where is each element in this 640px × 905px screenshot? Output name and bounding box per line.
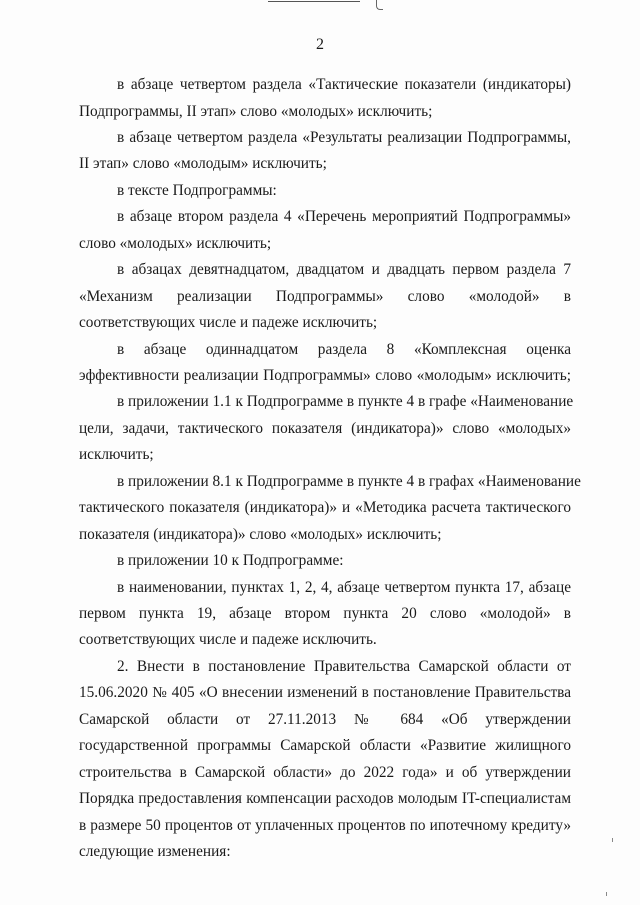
text-line: в тексте Подпрограммы: [117,181,277,199]
text-line: в приложении 1.1 к Подпрограмме в пункте 4 в графе «Наименование [117,393,574,411]
text-line: исключить; [79,446,154,464]
text-line: в абзаце четвертом раздела «Тактические показатели (индикаторы) [117,76,571,93]
text-line: Подпрограммы, II этап» слово «молодых» исключить; [79,102,433,120]
text-line: в абзаце одиннадцатом раздела 8 «Комплексная оценка [117,340,571,358]
text-line: в абзаце четвертом раздела «Результаты реализации Подпрограммы, [117,128,571,146]
text-line: в абзацах девятнадцатом, двадцатом и двадцать первом раздела 7 [117,261,571,279]
text-line: эффективности реализации Подпрограммы» слово «молодым» исключить; [79,366,571,384]
text-line: в абзаце втором раздела 4 «Перечень мероприятий Подпрограммы» [117,208,571,226]
text-line: Самарской области от 27.11.2013 № 684 «Об утверждении [79,710,571,728]
text-line: в приложении 8.1 к Подпрограмме в пункте 4 в графах «Наименование [117,472,581,490]
scan-artifact-line [268,1,360,2]
text-line: Порядка предоставления компенсации расходов молодым IT-специалистам [79,790,571,808]
text-line: в наименовании, пунктах 1, 2, 4, абзаце четвертом пункта 17, абзаце [117,578,571,596]
text-line: II этап» слово «молодым» исключить; [79,155,327,173]
text-line: в размере 50 процентов от уплаченных процентов по ипотечному кредиту» [79,816,571,834]
text-line: соответствующих числе и падеже исключить; [79,314,378,331]
text-line: 2. Внести в постановление Правительства Самарской области от [117,657,571,675]
text-line: первом пункта 19, абзаце втором пункта 20 слово «молодой» в [79,605,571,622]
text-line: в приложении 10 к Подпрограмме: [117,552,344,570]
text-line: строительства в Самарской области» до 2022 года» и об утверждении [79,763,571,781]
text-line: государственной программы Самарской области «Развитие жилищного [79,737,571,755]
text-line: следующие изменения: [79,843,231,860]
text-line: тактического показателя (индикатора)» и «Методика расчета тактического [79,499,571,517]
text-line: «Механизм реализации Подпрограммы» слово «молодой» в [79,287,571,305]
text-line: слово «молодых» исключить; [79,234,272,252]
scan-artifact-dot [612,838,613,842]
text-line: соответствующих числе и падеже исключить. [79,631,377,649]
scan-artifact-mark [376,0,383,10]
text-line: цели, задачи, тактического показателя (индикатора)» слово «молодых» [79,419,571,437]
text-line: показателя (индикатора)» слово «молодых» исключить; [79,525,442,543]
page-number: 2 [316,36,324,53]
scan-artifact-dot [606,892,607,896]
text-line: 15.06.2020 № 405 «О внесении изменений в постановление Правительства [79,684,571,702]
